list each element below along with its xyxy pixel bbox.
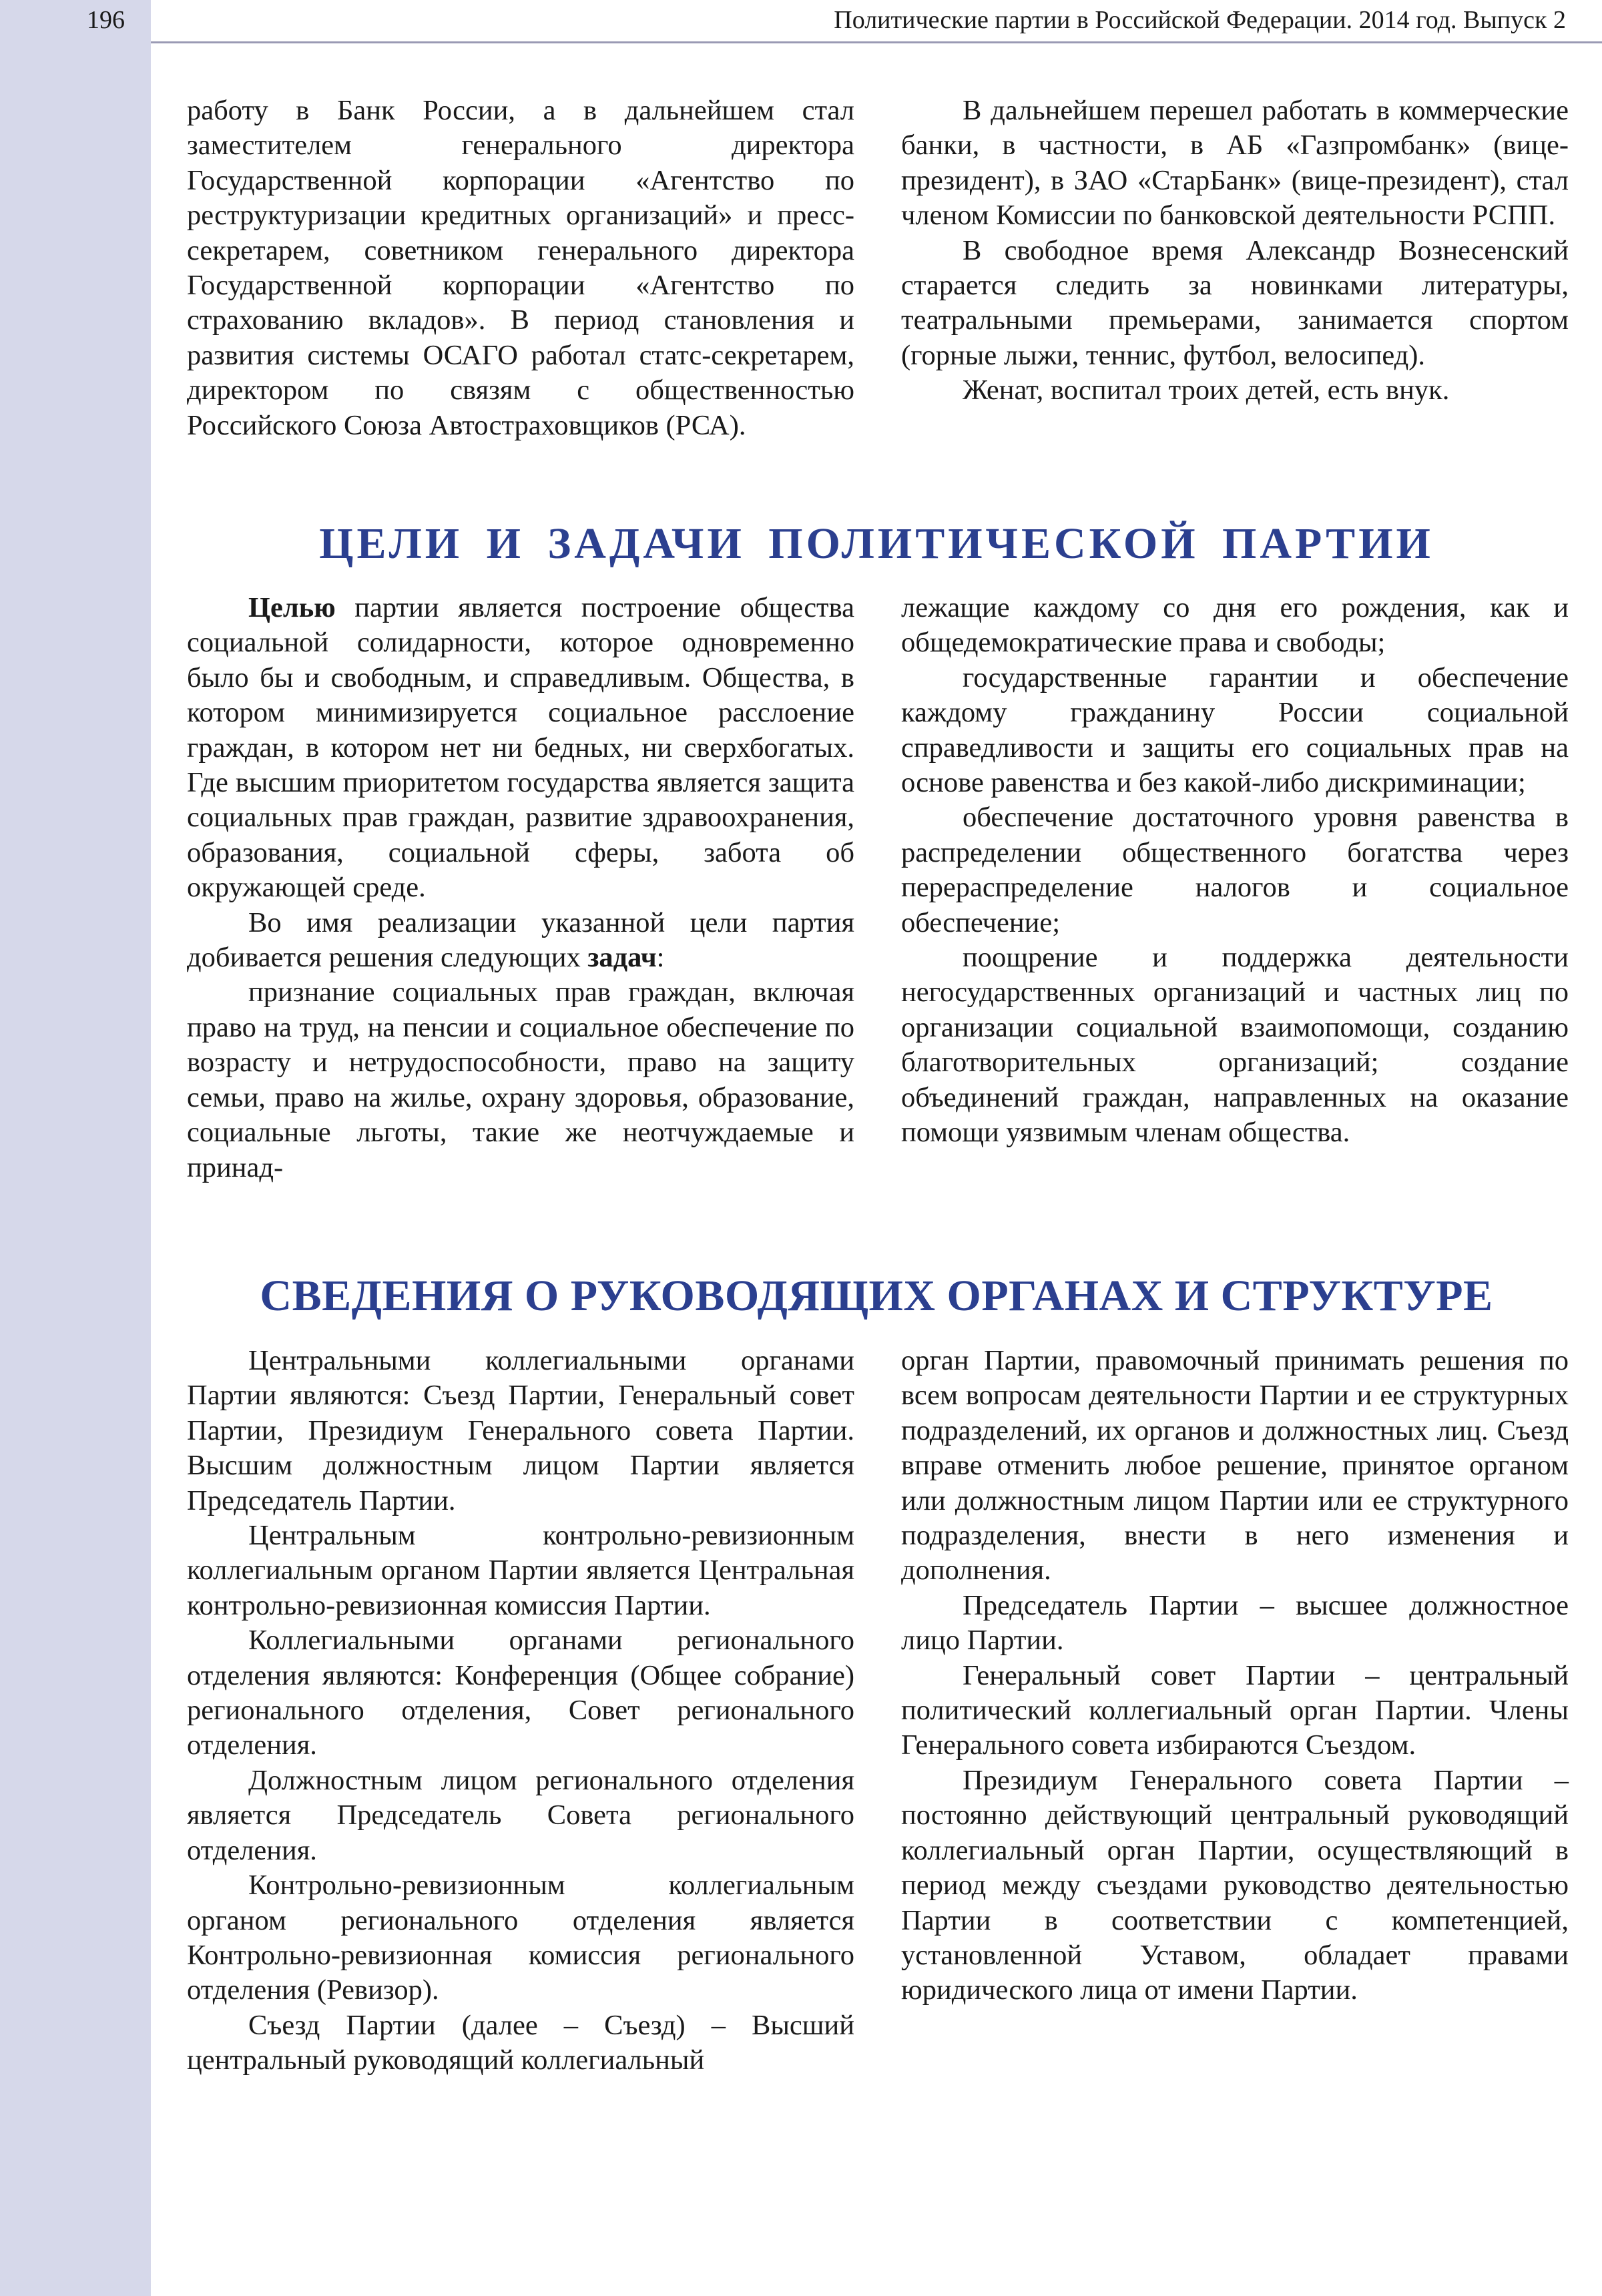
- goals-heading: ЦЕЛИ И ЗАДАЧИ ПОЛИТИЧЕСКОЙ ПАРТИИ: [319, 519, 1434, 568]
- bio-left-column: [187, 93, 854, 443]
- paragraph: лежащие каждому со дня его рождения, как и общедемократические права и свободы;: [901, 592, 1569, 659]
- page-header: [0, 0, 1602, 43]
- paragraph: Должностным лицом регионального отделения является Председатель Совета регионального отделения.: [187, 1764, 854, 1866]
- tasks-intro-text: Во имя реализации указанной цели партия добивается решения следующих: [187, 906, 854, 974]
- bio-right-column: [901, 93, 1569, 443]
- goals-left-column: [187, 591, 854, 1185]
- bio-section: [187, 93, 1569, 443]
- running-title: Политические партии в Российской Федерации. 2014 год. Выпуск 2: [834, 6, 1566, 34]
- paragraph: поощрение и поддержка деятельности негосударственных организаций и частных лиц по организации социальной взаимопомощи, созданию благотворительных организаций; создание объединений граждан, направленных на оказание помощи уязвимым членам общества.: [901, 942, 1569, 1149]
- paragraph: государственные гарантии и обеспечение каждому гражданину России социальной справедливости и защиты его социальных прав на основе равенства и без какой-либо дискриминации;: [901, 661, 1569, 799]
- paragraph: Председатель Партии – высшее должностное лицо Партии.: [901, 1589, 1569, 1657]
- side-margin-strip: [0, 0, 151, 2296]
- paragraph: Коллегиальными органами регионального отделения являются: Конференция (Общее собрание) регионального отделения, Совет регионального отделения.: [187, 1625, 854, 1761]
- paragraph: орган Партии, правомочный принимать решения по всем вопросам деятельности Партии и ее структурных подразделений, их органов и должностных лиц. Съезд вправе отменить любое решение, принятое органом или должностным лицом Партии или ее структурного подразделения, внести в него изменения и дополнения.: [901, 1345, 1569, 1587]
- structure-right-column: [901, 1344, 1569, 2078]
- paragraph: признание социальных прав граждан, включая право на труд, на пенсии и социальное обеспечение по возрасту и нетрудоспособности, право на защиту семьи, право на жилье, охрану здоровья, образование, социальные льготы, такие же неотчуждаемые и принад-: [187, 976, 854, 1183]
- structure-left-column: [187, 1344, 854, 2078]
- tasks-colon: :: [656, 942, 665, 974]
- paragraph: Контрольно-ревизионным коллегиальным органом регионального отделения является Контрольно-ревизионная комиссия регионального отделения (Ревизор).: [187, 1870, 854, 2006]
- paragraph: работу в Банк России, а в дальнейшем стал заместителем генерального директора Государственной корпорации «Агентство по реструктуризации кредитных организаций» и пресс-секретарем, советником генерального директора Государственной корпорации «Агентство по страхованию вкладов». В период становления и развития системы ОСАГО работал статс-секретарем, директором по связям с общественностью Российского Союза Автостраховщиков (РСА).: [187, 95, 854, 441]
- page-number: 196: [87, 6, 125, 34]
- header-rule: [151, 41, 1602, 43]
- paragraph: обеспечение достаточного уровня равенства в распределении общественного богатства через перераспределение налогов и социальное обеспечение;: [901, 802, 1569, 938]
- goals-right-column: [901, 591, 1569, 1185]
- paragraph: Президиум Генерального совета Партии – постоянно действующий центральный руководящий коллегиальный орган Партии, осуществляющий в период между съездами руководство деятельностью Партии в соответствии с компетенцией, установленной Уставом, обладает правами юридического лица от имени Партии.: [901, 1764, 1569, 2006]
- paragraph: В свободное время Александр Вознесенский старается следить за новинками литературы, театральными премьерами, занимается спортом (горные лыжи, теннис, футбол, велосипед).: [901, 234, 1569, 371]
- paragraph: Съезд Партии (далее – Съезд) – Высший центральный руководящий коллегиальный: [187, 2009, 854, 2076]
- paragraph: Центральными коллегиальными органами Партии являются: Съезд Партии, Генеральный совет Партии, Президиум Генерального совета Партии. Высшим должностным лицом Партии является Председатель Партии.: [187, 1345, 854, 1516]
- goal-text: партии является построение общества социальной солидарности, которое одновременно было бы и свободным, и справедливым. Общества, в котором минимизируется социальное расслоение граждан, в котором нет ни бедных, ни сверхбогатых. Где высшим приоритетом государства является защита социальных прав граждан, развитие здравоохранения, образования, социальной сферы, забота об окружающей среде.: [187, 592, 854, 904]
- goal-bold-term: Целью: [248, 592, 336, 623]
- goal-paragraph: [187, 591, 854, 906]
- paragraph: Центральным контрольно-ревизионным коллегиальным органом Партии является Центральная контрольно-ревизионная комиссия Партии.: [187, 1520, 854, 1621]
- tasks-bold-term: задач: [587, 942, 657, 974]
- structure-section: [187, 1344, 1569, 2078]
- tasks-intro-paragraph: [187, 906, 854, 976]
- paragraph: Генеральный совет Партии – центральный политический коллегиальный орган Партии. Члены Генерального совета избираются Съездом.: [901, 1659, 1569, 1761]
- paragraph: Женат, воспитал троих детей, есть внук.: [963, 374, 1450, 406]
- paragraph: В дальнейшем перешел работать в коммерческие банки, в частности, в АБ «Газпромбанк» (вице-президент), в ЗАО «СтарБанк» (вице-президент), стал членом Комиссии по банковской деятельности РСПП.: [901, 95, 1569, 232]
- goals-section: [187, 591, 1569, 1185]
- structure-heading: СВЕДЕНИЯ О РУКОВОДЯЩИХ ОРГАНАХ И СТРУКТУРЕ: [260, 1271, 1493, 1320]
